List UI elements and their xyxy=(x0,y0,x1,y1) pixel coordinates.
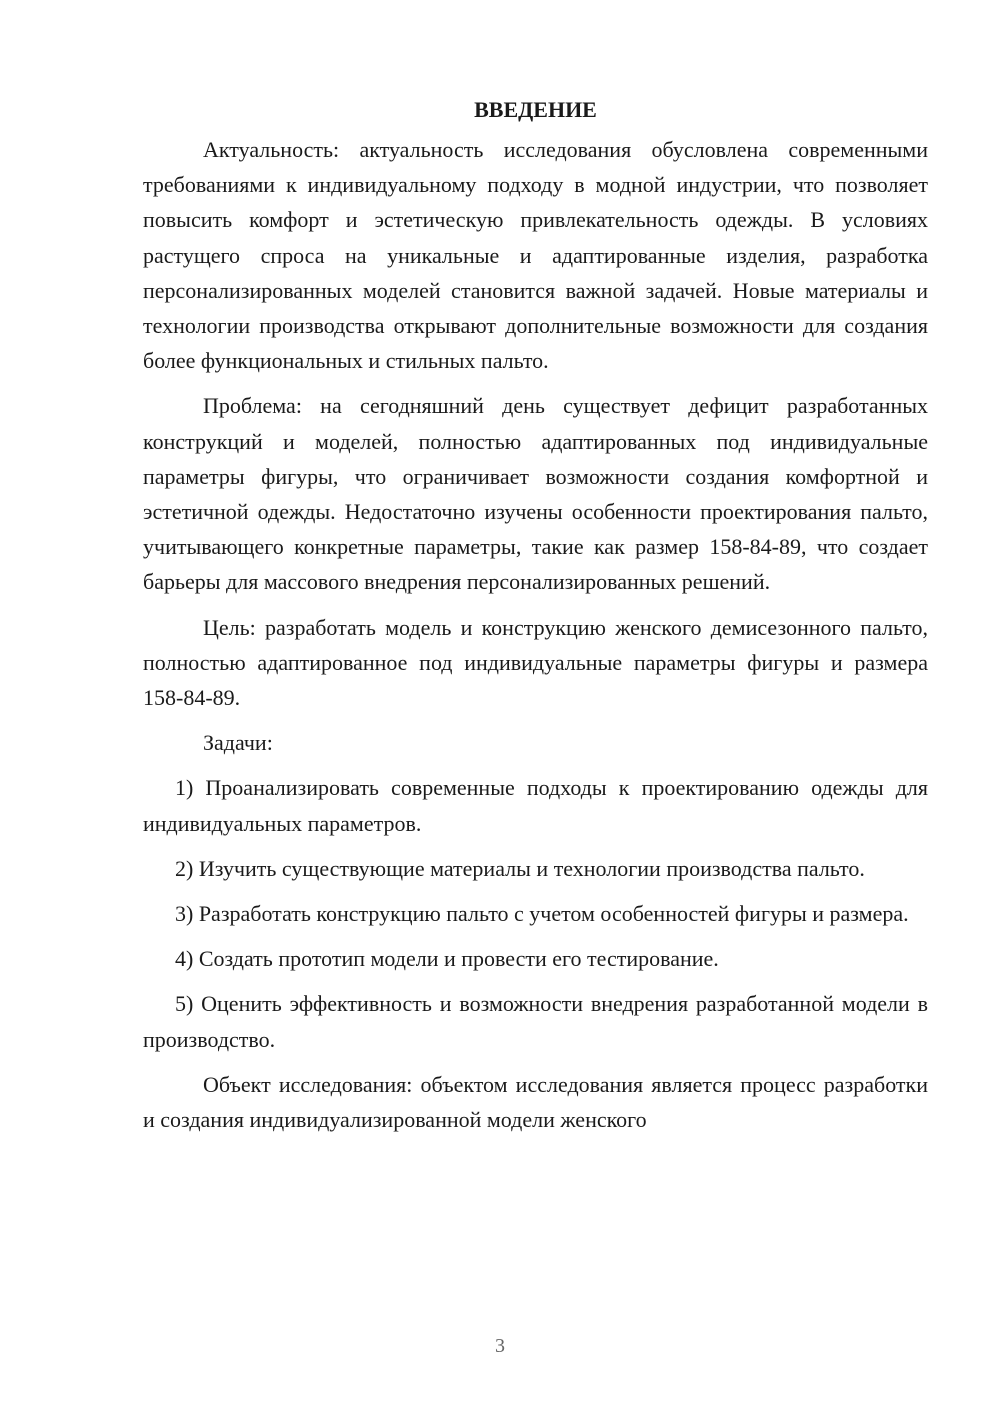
paragraph-relevance: Актуальность: актуальность исследования обусловлена современными требованиями к индивидуальному подходу в модной индустрии, что позволяет повысить комфорт и эстетическую привлекательность одежды. В условиях растущего спроса на уникальные и адаптированные изделия, разработка персонализированных моделей становится важной задачей. Новые материалы и технологии производства открывают дополнительные возможности для создания более функциональных и стильных пальто. xyxy=(143,137,928,374)
tasks-heading: Задачи: xyxy=(203,730,273,756)
paragraph-problem: Проблема: на сегодняшний день существует дефицит разработанных конструкций и моделей, полностью адаптированных под индивидуальные параметры фигуры, что ограничивает возможности создания комфортной и эстетичной одежды. Недостаточно изучены особенности проектирования пальто, учитывающего конкретные параметры, такие как размер 158-84-89, что создает барьеры для массового внедрения персонализированных решений. xyxy=(143,393,928,595)
task-item-1: 1) Проанализировать современные подходы к проектированию одежды для индивидуальных параметров. xyxy=(143,775,928,836)
paragraph-object: Объект исследования: объектом исследования является процесс разработки и создания индивидуализированной модели женского xyxy=(143,1071,928,1133)
section-title: ВВЕДЕНИЕ xyxy=(474,97,597,122)
page-number: 3 xyxy=(495,1335,505,1357)
paragraph-goal: Цель: разработать модель и конструкцию женского демисезонного пальто, полностью адаптированное под индивидуальные параметры фигуры и размера 158-84-89. xyxy=(143,614,928,711)
task-item-5: 5) Оценить эффективность и возможности внедрения разработанной модели в производство. xyxy=(143,991,928,1052)
page-content xyxy=(143,94,928,1137)
task-item-4: 4) Создать прототип модели и провести его тестирование. xyxy=(175,946,719,972)
task-item-2: 2) Изучить существующие материалы и технологии производства пальто. xyxy=(175,855,865,881)
task-item-3: 3) Разработать конструкцию пальто с учетом особенностей фигуры и размера. xyxy=(175,901,909,927)
